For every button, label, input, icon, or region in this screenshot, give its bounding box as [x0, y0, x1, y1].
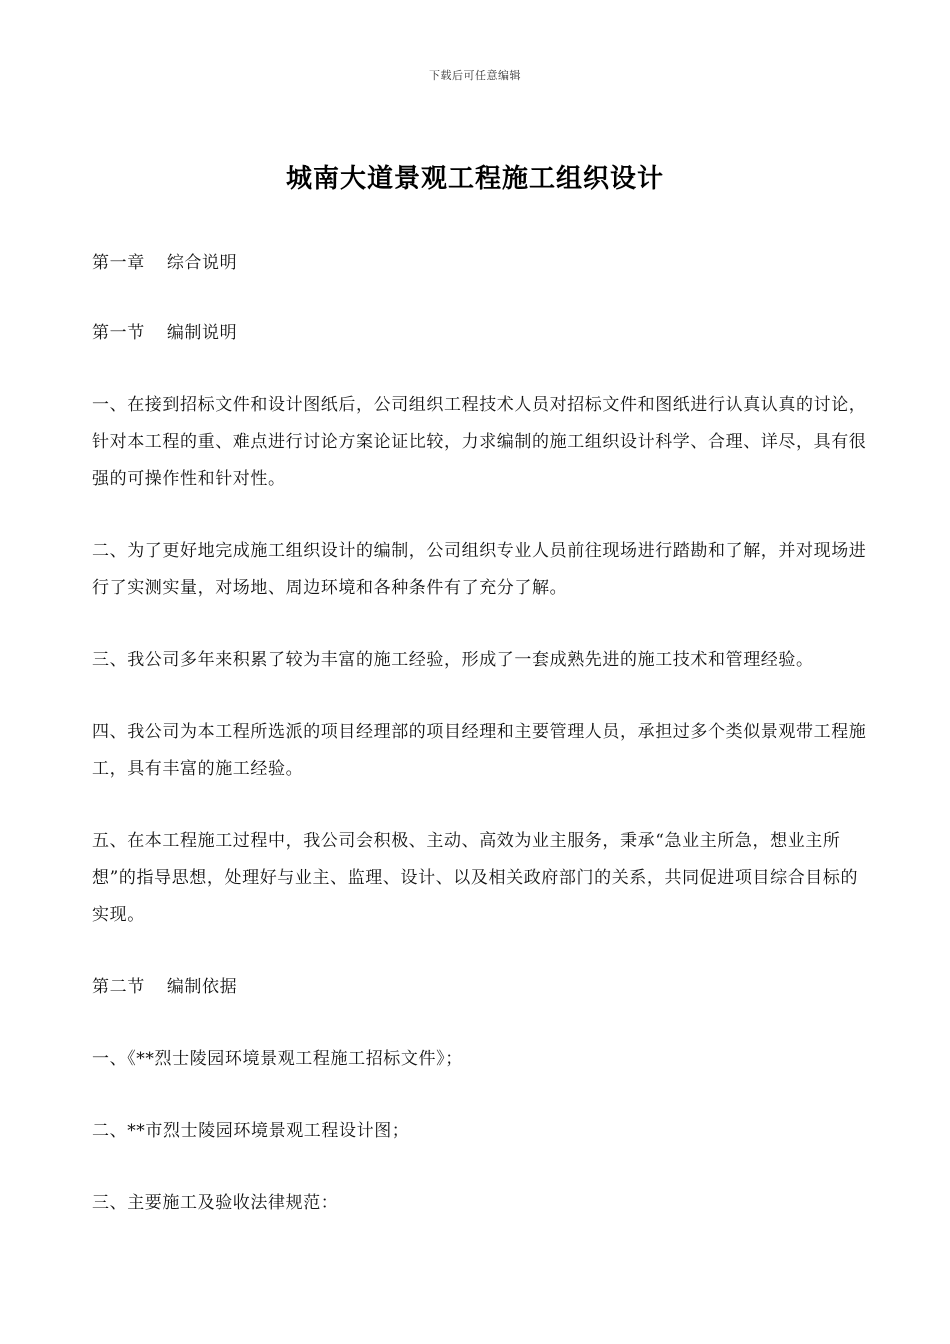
paragraph-4 — [92, 714, 872, 788]
paragraph-text: 四、我公司为本工程所选派的项目经理部的项目经理和主要管理人员，承担过多个类似景观带工程施工，具有丰富的施工经验。 — [92, 722, 867, 779]
paragraph-text: 一、在接到招标文件和设计图纸后，公司组织工程技术人员对招标文件和图纸进行认真认真的讨论，针对本工程的重、难点进行讨论方案论证比较，力求编制的施工组织设计科学、合理、详尽，具有很强的可操作性和针对性。 — [92, 395, 867, 489]
document-title: 城南大道景观工程施工组织设计 — [285, 164, 664, 194]
paragraph-text: 三、我公司多年来积累了较为丰富的施工经验，形成了一套成熟先进的施工技术和管理经验。 — [92, 650, 814, 670]
section-label: 第一节 — [92, 323, 145, 343]
list-item: 三、主要施工及验收法律规范： — [92, 1193, 339, 1213]
list-item: 二、**市烈士陵园环境景观工程设计图； — [92, 1121, 410, 1141]
section-name: 编制说明 — [166, 323, 238, 343]
section-name: 编制依据 — [166, 977, 238, 997]
section-heading-1 — [92, 315, 872, 352]
list-item: 一、《**烈士陵园环境景观工程施工招标文件》； — [92, 1049, 463, 1069]
section-label: 第二节 — [92, 977, 145, 997]
paragraph-3 — [92, 642, 882, 679]
basis-item-2 — [92, 1113, 872, 1150]
paragraph-2 — [92, 533, 872, 607]
basis-item-3 — [92, 1185, 872, 1222]
paragraph-text: 五、在本工程施工过程中，我公司会积极、主动、高效为业主服务，秉承“急业主所急，想业主所想”的指导思想，处理好与业主、监理、设计、以及相关政府部门的关系，共同促进项目综合目标的实现。 — [92, 831, 859, 925]
paragraph-1 — [92, 387, 872, 498]
header-note: 下载后可任意编辑 — [429, 69, 521, 82]
chapter-label: 第一章 — [92, 253, 145, 273]
chapter-heading — [92, 245, 872, 282]
chapter-name: 综合说明 — [166, 253, 238, 273]
paragraph-text: 二、为了更好地完成施工组织设计的编制，公司组织专业人员前往现场进行踏勘和了解，并对现场进行了实测实量，对场地、周边环境和各种条件有了充分了解。 — [92, 541, 867, 598]
basis-item-1 — [92, 1041, 872, 1078]
paragraph-5 — [92, 823, 872, 934]
section-heading-2 — [92, 969, 872, 1006]
